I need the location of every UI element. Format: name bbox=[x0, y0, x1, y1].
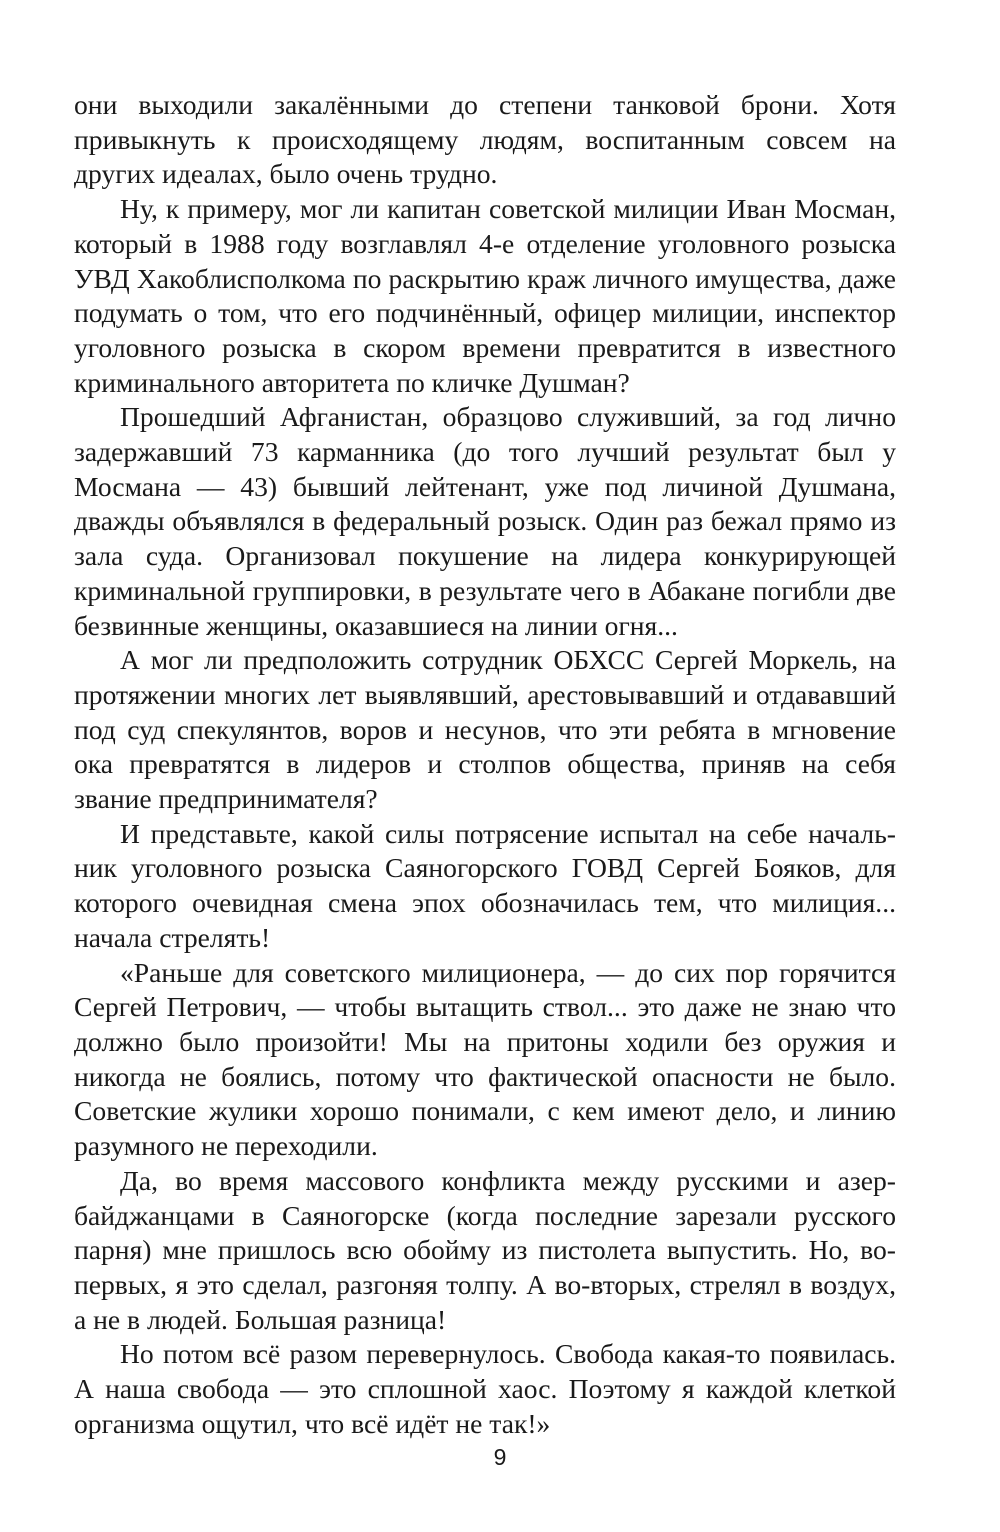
page-body bbox=[74, 88, 896, 1441]
paragraph-1: они выходили закалёнными до степени танковой брони. Хотя привыкнуть к происходящему людям, воспитанным совсем на других идеалах, было очень трудно. bbox=[74, 89, 896, 190]
page-number: 9 bbox=[493, 1444, 507, 1470]
paragraph-5: И представьте, какой силы потрясение испытал на себе начальник уголовного розыска Саяногорского ГОВД Сергей Бояков, для которого очевидная смена эпох обозначилась тем, что милиция... начала стрелять! bbox=[74, 817, 896, 953]
paragraph-6: «Раньше для советского милиционера, — до сих пор горячится Сергей Петрович, — чтобы вытащить ствол... это даже не знаю что должно было произойти! Мы на притоны ходили без оружия и никогда не боялись, потому что фактической опасности не было. Советские жулики хорошо понимали, с кем имеют дело, и линию разумного не переходили. bbox=[74, 956, 896, 1162]
paragraph-2: Ну, к примеру, мог ли капитан советской милиции Иван Мосман, который в 1988 году возглавлял 4-е отделение уголовного розыска УВД Хакоблисполкома по раскрытию краж личного имущества, даже подумать о том, что его подчинённый, офицер милиции, инспектор уголовного розыска в скором времени превратится в известного криминального авторитета по кличке Душман? bbox=[74, 193, 896, 398]
paragraph-3: Прошедший Афганистан, образцово служивший, за год лично задержавший 73 карманника (до того лучший результат был у Мосмана — 43) бывший лейтенант, уже под личиной Душмана, дважды объявлялся в федеральный розыск. Один раз бежал прямо из зала суда. Организовал покушение на лидера конкурирующей криминальной группировки, в результате чего в Абакане погибли две безвинные женщины, оказавшиеся на линии огня... bbox=[74, 401, 896, 641]
paragraph-7: Да, во время массового конфликта между русскими и азербайджанцами в Саяногорске (когда последние зарезали русского парня) мне пришлось всю обойму из пистолета выпустить. Но, во-первых, я это сделал, разгоняя толпу. А во-вторых, стрелял в воздух, а не в людей. Большая разница! bbox=[74, 1164, 896, 1335]
paragraph-8: Но потом всё разом перевернулось. Свобода какая-то появилась. А наша свобода — это сплошной хаос. Поэтому я каждой клеткой организма ощутил, что всё идёт не так!» bbox=[74, 1338, 896, 1439]
paragraph-4: А мог ли предположить сотрудник ОБХСС Сергей Моркель, на протяжении многих лет выявлявший, арестовывавший и отдававший под суд спекулянтов, воров и несунов, что эти ребята в мгновение ока превратятся в лидеров и столпов общества, приняв на себя звание предпринимателя? bbox=[74, 644, 896, 815]
